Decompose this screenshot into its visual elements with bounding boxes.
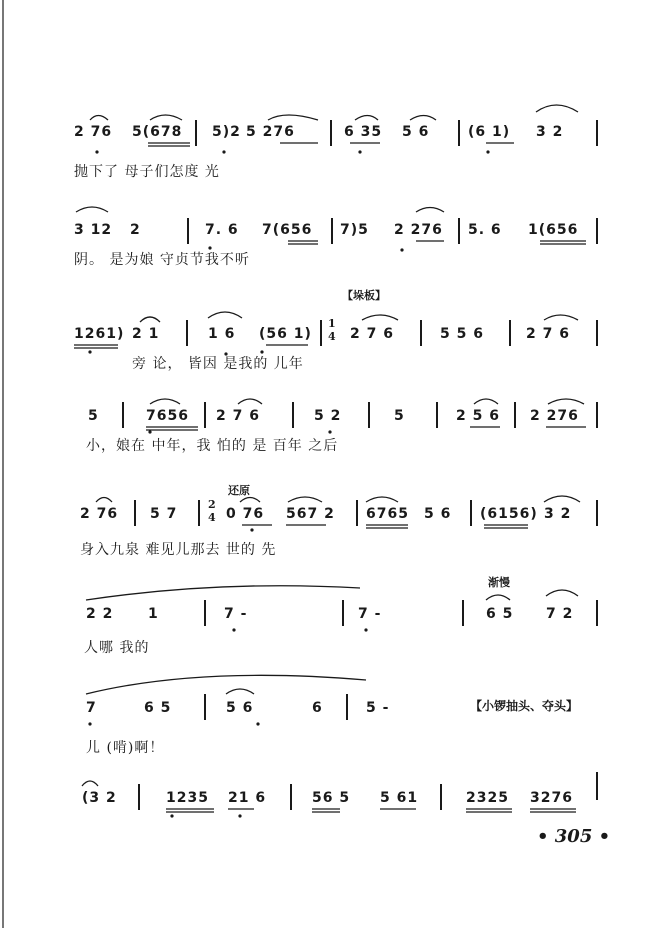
tempo-marking: 渐慢 [488, 576, 510, 589]
page-left-edge [2, 0, 4, 928]
note-group: 7 2 [546, 606, 574, 622]
lyrics-line: 旁 论， 皆因 是我的 儿年 [132, 356, 304, 372]
note-group: 7. 6 [205, 222, 239, 238]
note-group: 5 6 [226, 700, 254, 716]
barline [290, 784, 292, 810]
lyrics-line: 人哪 我的 [84, 640, 150, 656]
note-group: 5)2 [212, 124, 241, 140]
note-group: 3 2 [536, 124, 564, 140]
note-group: 2 276 [394, 222, 443, 238]
barline [356, 500, 358, 526]
note-group: 5 276 [246, 124, 295, 140]
tempo-marking: 还原 [228, 484, 250, 497]
note-group: 6 5 [486, 606, 514, 622]
page-number: • 305 • [537, 826, 611, 847]
barline [320, 320, 322, 346]
barline [596, 402, 598, 428]
barline [596, 500, 598, 526]
note-group: 1 [148, 606, 159, 622]
note-group: (3 2 [82, 790, 117, 806]
note-group: 1 6 [208, 326, 236, 342]
time-signature-top: 2 [208, 498, 216, 511]
barline [187, 218, 189, 244]
note-group: 6 5 [144, 700, 172, 716]
note-group: 5 6 [424, 506, 452, 522]
note-group: 567 2 [286, 506, 335, 522]
note-group: 2 7 6 [216, 408, 260, 424]
barline [186, 320, 188, 346]
note-group: 2 7 6 [526, 326, 570, 342]
barline [204, 402, 206, 428]
barline [596, 600, 598, 626]
note-group: 7(656 [262, 222, 313, 238]
lyrics-line: 阴。 是为娘 守贞节我不听 [74, 252, 250, 268]
note-group: 1235 [166, 790, 209, 806]
barline [330, 120, 332, 146]
note-group: 6 35 [344, 124, 383, 140]
note-group: 2 76 [80, 506, 119, 522]
barline [368, 402, 370, 428]
barline [440, 784, 442, 810]
barline [204, 600, 206, 626]
note-group: 2 5 6 [456, 408, 500, 424]
note-group: 2 7 6 [350, 326, 394, 342]
note-group: 5 2 [314, 408, 342, 424]
note-group: 7)5 [340, 222, 369, 238]
barline [458, 218, 460, 244]
barline [346, 694, 348, 720]
barline [420, 320, 422, 346]
note-group: 2325 [466, 790, 509, 806]
lyrics-line: 抛下了 母子们怎度 光 [74, 164, 220, 180]
time-signature-top: 1 [328, 317, 336, 330]
note-group: (6 1) [468, 124, 511, 140]
barline [596, 320, 598, 346]
barline [596, 772, 598, 800]
barline [514, 402, 516, 428]
note-group: 6 [312, 700, 323, 716]
note-group: 2 1 [132, 326, 160, 342]
note-group: 5 5 6 [440, 326, 484, 342]
note-group: 2 [130, 222, 141, 238]
note-group: 5 [88, 408, 99, 424]
note-group: 5 6 [402, 124, 430, 140]
note-group: 1(656 [528, 222, 579, 238]
note-group: 21 6 [228, 790, 267, 806]
barline [596, 218, 598, 244]
note-group: 5 - [366, 700, 390, 716]
barline [470, 500, 472, 526]
note-group: 3 12 [74, 222, 113, 238]
note-group: 7 - [224, 606, 248, 622]
note-group: 6765 [366, 506, 409, 522]
barline [195, 120, 197, 146]
barline [134, 500, 136, 526]
note-group: 7 [86, 700, 97, 716]
barline [462, 600, 464, 626]
note-group: (56 1) [259, 326, 312, 342]
barline [138, 784, 140, 810]
note-group: 3 2 [544, 506, 572, 522]
lyrics-line: 小，娘在 中年，我 怕的 是 百年 之后 [86, 438, 339, 454]
barline [342, 600, 344, 626]
note-group: 5 [394, 408, 405, 424]
note-group: 7656 [146, 408, 189, 424]
barline [198, 500, 200, 526]
barline [204, 694, 206, 720]
note-group: 2 2 [86, 606, 114, 622]
barline [596, 120, 598, 146]
barline [292, 402, 294, 428]
barline [122, 402, 124, 428]
note-group: 56 5 [312, 790, 351, 806]
note-group: 2 76 [74, 124, 113, 140]
barline [509, 320, 511, 346]
lyrics-line: 身入九泉 难见儿那去 世的 先 [80, 542, 277, 558]
barline [458, 120, 460, 146]
note-group: 5 7 [150, 506, 178, 522]
note-group: 5. 6 [468, 222, 502, 238]
note-group: 2 276 [530, 408, 579, 424]
note-group: 0 76 [226, 506, 265, 522]
percussion-marking: 【小锣抽头、夺头】 [470, 699, 579, 713]
note-group: 7 - [358, 606, 382, 622]
note-group: 5 61 [380, 790, 419, 806]
barline [331, 218, 333, 244]
note-group: 5(678 [132, 124, 183, 140]
time-signature-bottom: 4 [208, 511, 216, 524]
tempo-marking: 【垛板】 [342, 289, 386, 302]
note-group: 1261) [74, 326, 125, 342]
lyrics-line: 儿 (啃)啊！ [86, 740, 165, 756]
barline [436, 402, 438, 428]
note-group: 3276 [530, 790, 573, 806]
note-group: (6156) [480, 506, 538, 522]
time-signature-bottom: 4 [328, 330, 336, 343]
